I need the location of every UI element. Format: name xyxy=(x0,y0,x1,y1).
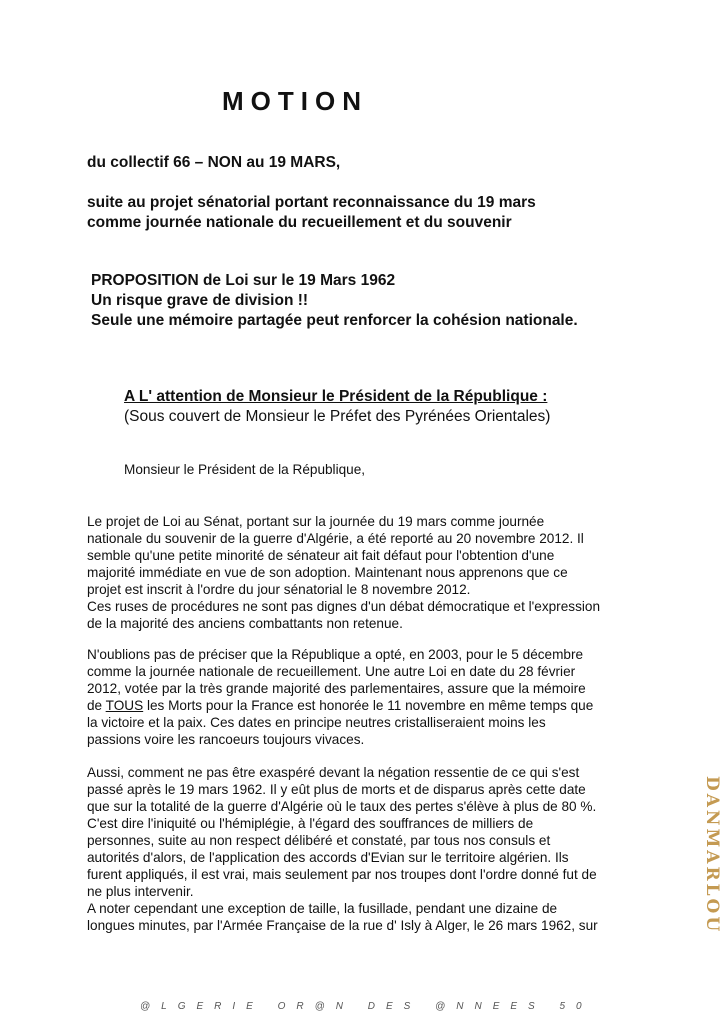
subtitle-context xyxy=(87,193,536,233)
paragraph-line: A noter cependant une exception de taille, la fusillade, pendant une dizaine de xyxy=(87,901,558,916)
paragraph-2 xyxy=(87,646,647,748)
proposition-line: Un risque grave de division !! xyxy=(91,292,309,309)
paragraph-1 xyxy=(87,513,647,632)
subtitle-context-line: comme journée nationale du recueillement et du souvenir xyxy=(87,214,512,231)
paragraph-line xyxy=(87,697,647,714)
paragraph-line: Le projet de Loi au Sénat, portant sur la journée du 19 mars comme journée xyxy=(87,514,545,529)
paragraph-line: Aussi, comment ne pas être exaspéré devant la négation ressentie de ce qui s'est xyxy=(87,765,580,780)
text-fragment: de xyxy=(87,698,106,713)
proposition-line: Seule une mémoire partagée peut renforcer la cohésion nationale. xyxy=(91,312,578,329)
paragraph-3 xyxy=(87,764,647,934)
paragraph-line: de la majorité des anciens combattants non retenue. xyxy=(87,616,403,631)
salutation: Monsieur le Président de la République, xyxy=(124,462,366,477)
proposition-block xyxy=(91,271,578,331)
paragraph-line: longues minutes, par l'Armée Française de la rue d' Isly à Alger, le 26 mars 1962, sur xyxy=(87,918,598,933)
paragraph-line: furent appliqués, il est vrai, mais seulement par nos troupes dont l'ordre donné fut de xyxy=(87,867,597,882)
paragraph-line: que sur la totalité de la guerre d'Algérie où le taux des pertes s'élève à plus de 80 %. xyxy=(87,799,597,814)
paragraph-line: la victoire et la paix. Ces dates en principe neutres cristalliseraient moins les xyxy=(87,715,546,730)
emphasis-tous: TOUS xyxy=(105,698,144,713)
document-title: MOTION xyxy=(222,86,368,116)
subtitle-context-line: suite au projet sénatorial portant reconnaissance du 19 mars xyxy=(87,194,536,211)
subtitle-collectif: du collectif 66 – NON au 19 MARS, xyxy=(87,154,341,171)
paragraph-line: C'est dire l'iniquité ou l'hémiplégie, à l'égard des souffrances de milliers de xyxy=(87,816,534,831)
addressee-subheading: (Sous couvert de Monsieur le Préfet des Pyrénées Orientales) xyxy=(124,408,551,425)
paragraph-line: 2012, votée par la très grande majorité des parlementaires, assure que la mémoire xyxy=(87,681,586,696)
footer-watermark: @LGERIE OR@N DES @NNEES 50 xyxy=(140,1001,593,1012)
paragraph-line: passé après le 19 mars 1962. Il y eût plus de morts et de disparus après cette date xyxy=(87,782,586,797)
paragraph-line: comme la journée nationale de recueillement. Une autre Loi en date du 28 février xyxy=(87,664,576,679)
text-fragment: les Morts pour la France est honorée le 11 novembre en même temps que xyxy=(143,698,594,713)
addressee-block xyxy=(124,387,550,427)
paragraph-line: Ces ruses de procédures ne sont pas dignes d'un débat démocratique et l'expression xyxy=(87,599,601,614)
paragraph-line: personnes, suite au non respect délibéré et constaté, par tous nos consuls et xyxy=(87,833,551,848)
paragraph-line: ne plus intervenir. xyxy=(87,884,194,899)
paragraph-line: autorités d'alors, de l'application des accords d'Evian sur le territoire algérien. Ils xyxy=(87,850,569,865)
paragraph-line: nationale du souvenir de la guerre d'Algérie, a été reporté au 20 novembre 2012. Il xyxy=(87,531,584,546)
paragraph-line: projet est inscrit à l'ordre du jour sénatorial le 8 novembre 2012. xyxy=(87,582,471,597)
paragraph-line: passions voire les rancoeurs toujours vivaces. xyxy=(87,732,365,747)
proposition-line: PROPOSITION de Loi sur le 19 Mars 1962 xyxy=(91,272,396,289)
side-watermark: DANMARLOU xyxy=(702,776,722,935)
paragraph-line: N'oublions pas de préciser que la République a opté, en 2003, pour le 5 décembre xyxy=(87,647,584,662)
paragraph-line: majorité immédiate en vue de son adoption. Maintenant nous apprenons que ce xyxy=(87,565,568,580)
addressee-heading: A L' attention de Monsieur le Président de la République : xyxy=(124,388,548,405)
paragraph-line: semble qu'une petite minorité de sénateur ait fait défaut pour l'obtention d'une xyxy=(87,548,555,563)
